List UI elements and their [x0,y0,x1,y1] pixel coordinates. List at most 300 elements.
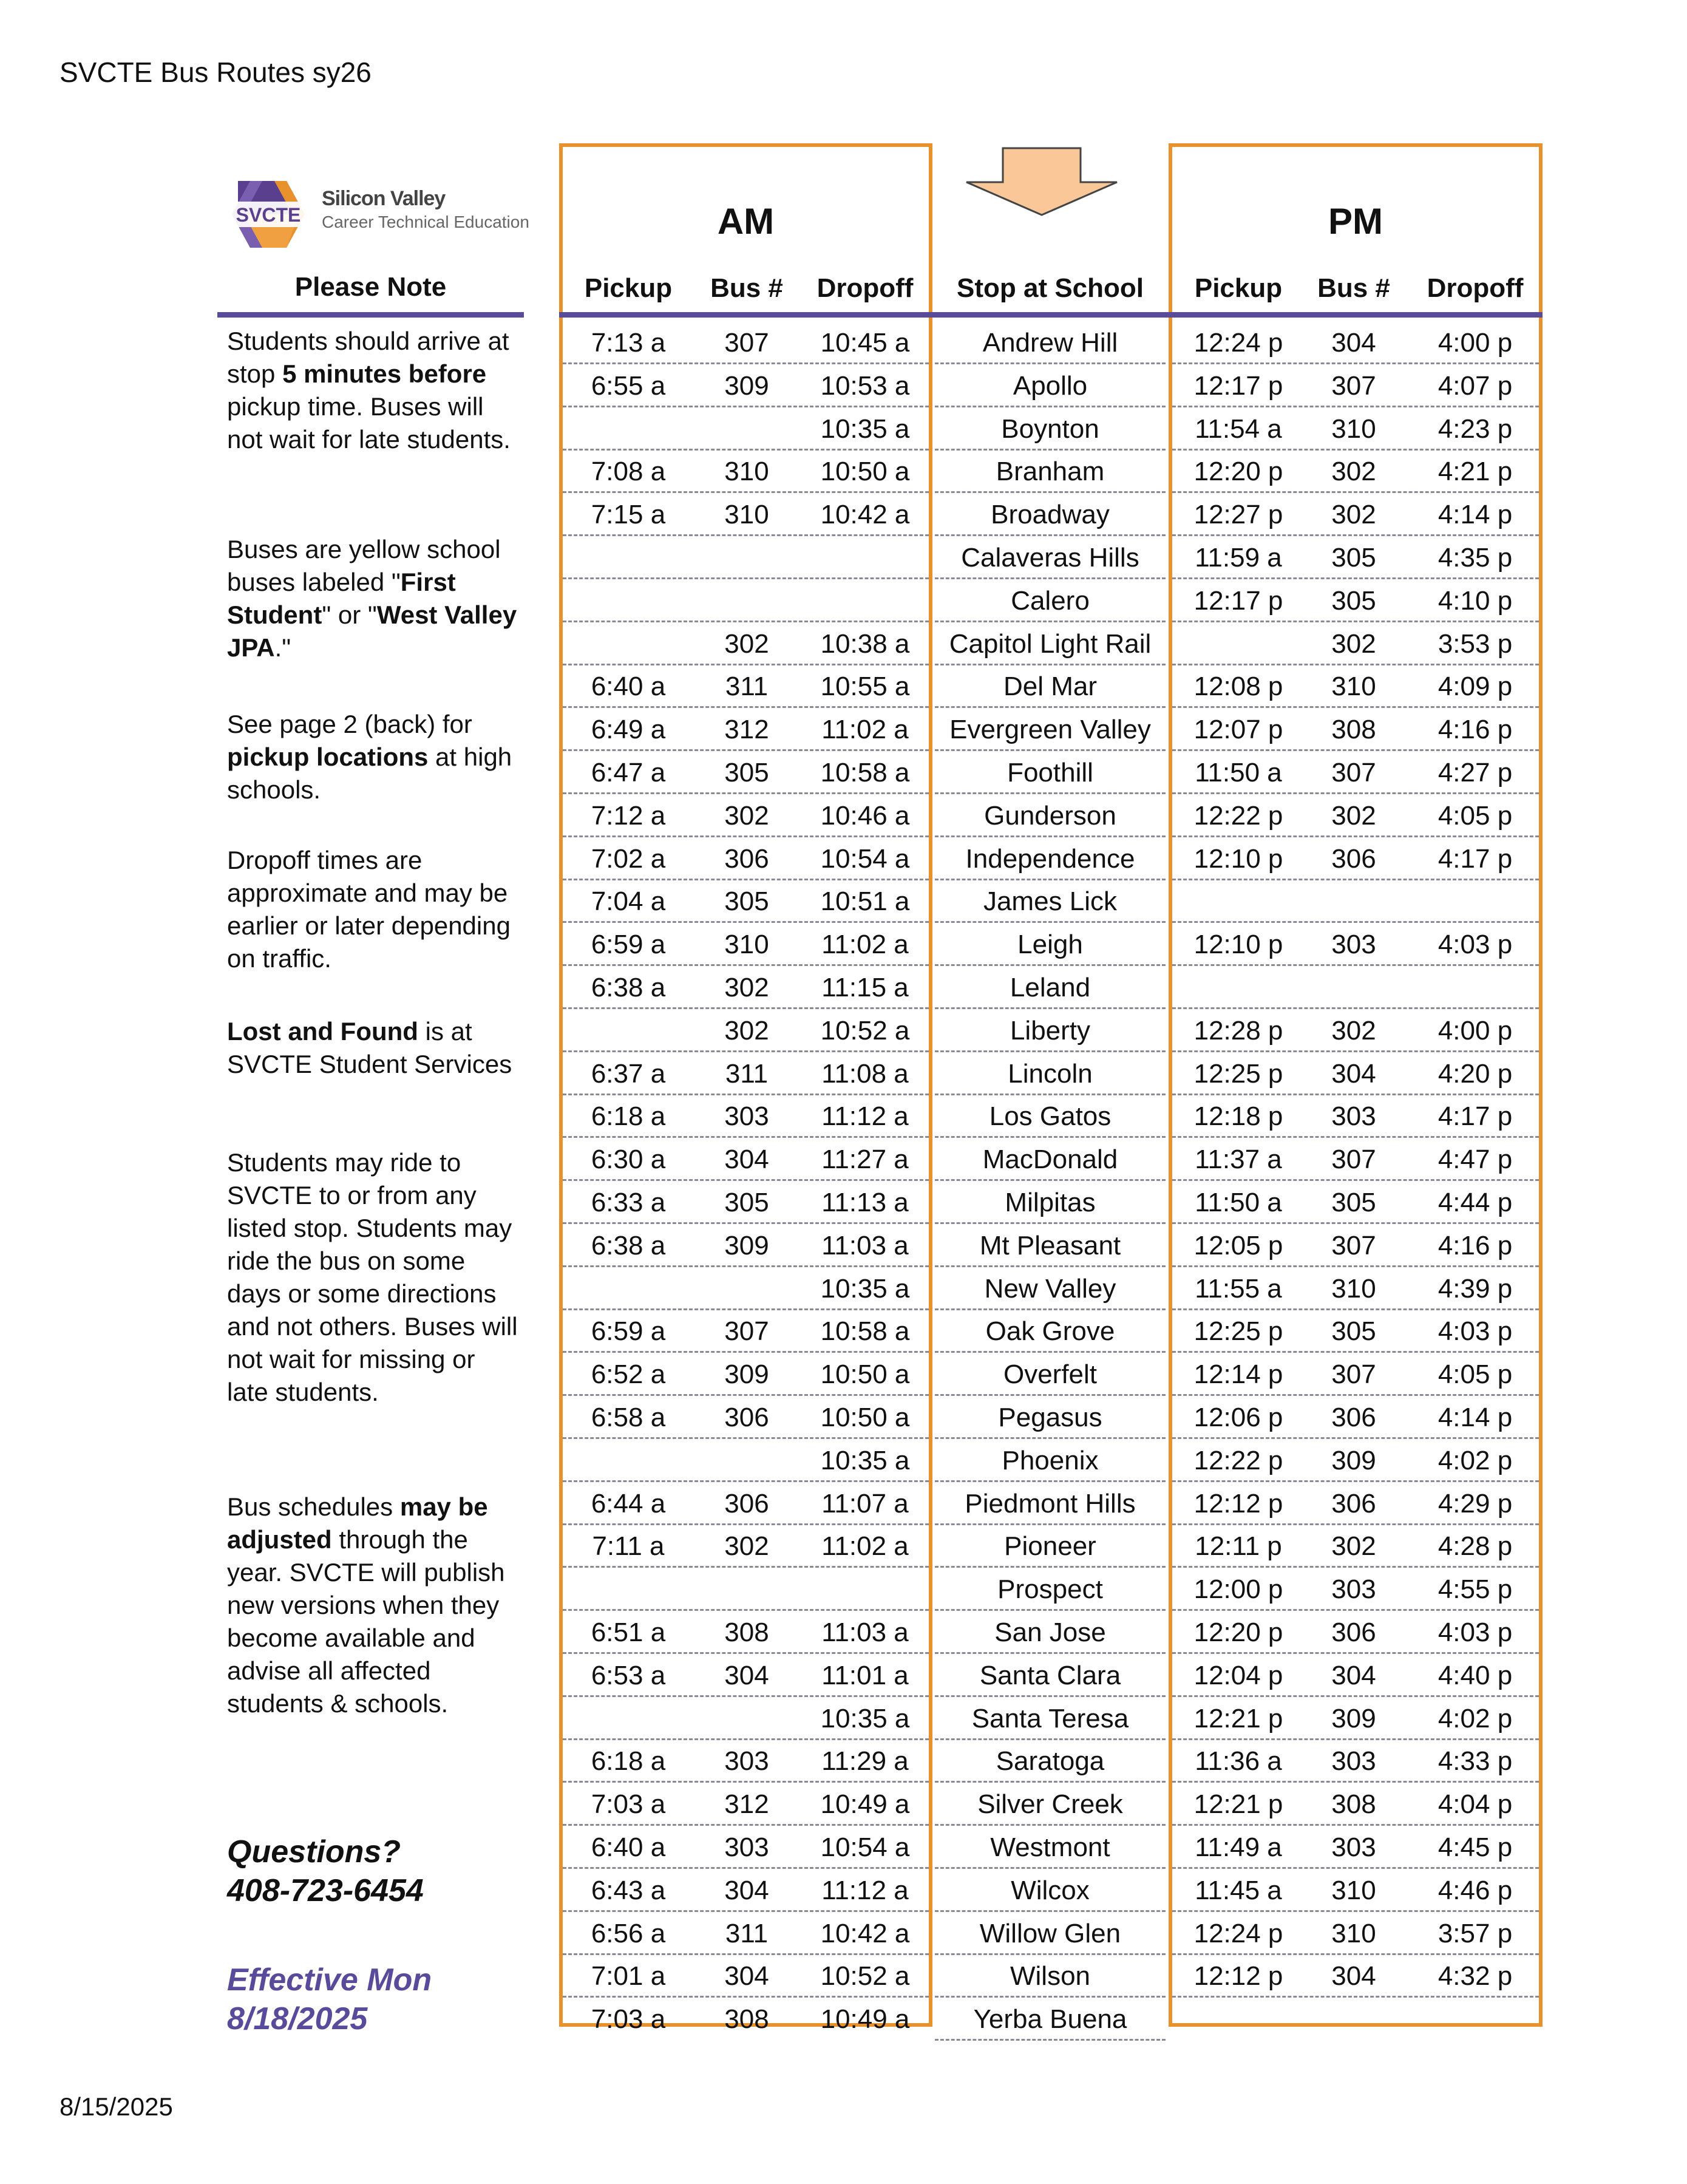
am-bus-cell [692,1568,801,1611]
pm-dropoff-cell [1411,967,1539,1009]
table-row [0,1783,1687,1826]
am-dropoff-cell: 10:51 a [820,886,910,917]
row-divider [563,449,929,451]
stop-name-cell: Pegasus [998,1403,1102,1432]
row-divider [1172,1351,1539,1353]
row-divider [935,2039,1166,2041]
am-pickup-cell: 6:47 a [591,758,666,788]
am-dropoff-cell: 11:15 a [821,973,909,1002]
pm-bus-cell [1299,967,1408,1009]
am-dropoff-cell: 11:29 a [821,1746,909,1777]
stop-name-cell: Willow Glen [979,1918,1121,1948]
am-bus-cell: 311 [725,672,769,702]
am-pickup-cell [571,537,686,579]
am-dropoff-cell: 11:03 a [821,1618,909,1647]
pm-dropoff-cell: 4:29 p [1438,1488,1513,1519]
effective-line-1: Effective Mon [227,1962,432,1998]
row-divider [935,1222,1166,1224]
row-divider [1172,664,1539,665]
row-divider [1172,749,1539,751]
stop-name-cell: Lincoln [1008,1058,1093,1089]
row-divider [1172,1609,1539,1611]
stop-name-cell: Capitol Light Rail [949,628,1152,659]
row-divider [935,1523,1166,1525]
pm-dropoff-cell: 4:03 p [1438,1618,1513,1647]
pm-dropoff-cell: 4:02 p [1438,1445,1513,1475]
row-divider [563,749,929,751]
pm-bus-cell: 310 [1331,672,1376,702]
row-divider [935,1781,1166,1783]
row-divider [935,1867,1166,1869]
pm-dropoff-cell: 4:02 p [1438,1703,1513,1733]
am-bus-cell: 303 [724,1832,769,1862]
row-divider [1172,1738,1539,1740]
pm-pickup-cell: 12:12 p [1193,1961,1283,1992]
row-divider [563,1738,929,1740]
am-pickup-cell: 7:03 a [591,2004,666,2035]
row-divider [935,1094,1166,1095]
am-dropoff-cell: 10:38 a [820,628,910,659]
pm-pickup-cell: 11:50 a [1195,758,1282,788]
row-divider [563,706,929,708]
pm-bus-cell: 306 [1331,1488,1376,1519]
table-row [0,1483,1687,1525]
am-pickup-cell: 7:15 a [591,500,666,530]
pm-pickup-cell: 11:59 a [1195,543,1282,573]
am-bus-cell: 307 [724,1316,769,1347]
pm-dropoff-cell: 4:09 p [1438,672,1513,702]
pm-dropoff-cell: 4:00 p [1438,1015,1513,1046]
table-row [0,1955,1687,1998]
pm-pickup-cell: 12:08 p [1193,672,1283,702]
col-stop-at-school: Stop at School [957,273,1144,303]
stop-name-cell: Prospect [997,1574,1103,1605]
table-row [0,365,1687,407]
am-bus-cell [692,408,801,451]
am-bus-cell: 310 [724,500,769,530]
am-dropoff-cell: 10:54 a [820,843,910,874]
am-pickup-cell: 6:30 a [591,1145,666,1175]
row-divider [1172,1996,1539,1998]
pm-bus-cell: 310 [1331,413,1376,444]
row-divider [1172,921,1539,923]
note-dropoff-times: Dropoff times are approximate and may be earlier or later depending on traffic. [227,846,511,973]
am-pickup-cell: 6:56 a [591,1918,666,1948]
pm-dropoff-cell: 4:46 p [1438,1875,1513,1905]
pm-bus-cell: 305 [1331,585,1376,616]
am-pickup-cell: 7:08 a [591,457,666,487]
pm-dropoff-cell: 4:33 p [1438,1746,1513,1777]
am-pickup-cell [571,580,686,622]
pm-pickup-cell: 12:24 p [1193,1918,1283,1948]
row-divider [935,879,1166,880]
pm-bus-cell: 305 [1331,543,1376,573]
row-divider [563,577,929,579]
row-divider [935,1953,1166,1955]
pm-pickup-cell: 12:27 p [1193,500,1283,530]
row-divider [935,1308,1166,1310]
row-divider [935,1394,1166,1396]
note-lost-and-found: Lost and Found is at SVCTE Student Services [227,1017,512,1078]
row-divider [1172,491,1539,493]
row-divider [563,1480,929,1482]
stop-name-cell: Liberty [1010,1015,1091,1046]
pm-pickup-cell: 12:07 p [1193,715,1283,745]
row-divider [935,1179,1166,1181]
am-dropoff-cell: 10:49 a [820,1789,910,1820]
pm-bus-cell: 305 [1331,1316,1376,1347]
stop-name-cell: Branham [996,457,1105,487]
row-divider [563,1394,929,1396]
row-divider [935,835,1166,837]
stop-name-cell: Calero [1011,585,1090,616]
table-row [0,665,1687,708]
col-am-dropoff: Dropoff [816,273,914,303]
am-pickup-cell: 6:37 a [591,1058,666,1089]
stop-name-cell: Overfelt [1003,1359,1098,1390]
pm-pickup-cell: 12:20 p [1193,457,1283,487]
am-title: AM [717,201,775,242]
row-divider [563,1007,929,1009]
note-riding-rules: Students may ride to SVCTE to or from any listed stop. Students may ride the bus on some days or some directions and not others. Buses will not wait for missing or late students. [227,1148,518,1406]
pm-dropoff-cell: 4:39 p [1438,1273,1513,1304]
am-dropoff-cell: 10:52 a [820,1015,910,1046]
am-dropoff-cell: 10:50 a [820,1359,910,1390]
pm-bus-cell: 310 [1331,1918,1376,1948]
table-row [0,1998,1687,2041]
row-divider [563,1523,929,1525]
pm-bus-cell: 302 [1331,1015,1376,1046]
stop-name-cell: Gunderson [984,800,1116,831]
am-bus-cell: 305 [724,1188,769,1217]
row-divider [563,792,929,794]
row-divider [935,1738,1166,1740]
am-bus-cell: 303 [724,1101,769,1132]
am-bus-cell: 310 [724,930,769,960]
pm-bus-cell: 304 [1331,1058,1376,1089]
stop-name-cell: Leland [1010,973,1091,1002]
am-bus-cell: 306 [724,1403,769,1432]
am-dropoff-cell: 10:50 a [820,1403,910,1432]
pm-bus-cell: 304 [1331,328,1376,358]
pm-pickup-cell: 12:10 p [1193,843,1283,874]
pm-dropoff-cell: 3:53 p [1438,628,1513,659]
row-divider [1172,621,1539,622]
row-divider [935,964,1166,966]
am-pickup-cell: 7:04 a [591,886,666,917]
table-row [0,1568,1687,1611]
am-dropoff-cell: 11:27 a [821,1145,909,1175]
am-bus-cell: 302 [724,1531,769,1562]
pm-dropoff-cell: 4:10 p [1438,585,1513,616]
pm-bus-cell: 302 [1331,500,1376,530]
pm-pickup-cell: 11:49 a [1195,1832,1282,1862]
stop-name-cell: Boynton [1001,413,1099,444]
note-pickup-locations: See page 2 (back) for pickup locations at high schools. [227,710,512,804]
pm-dropoff-cell: 4:16 p [1438,1230,1513,1260]
pm-dropoff-cell: 4:27 p [1438,758,1513,788]
stop-name-cell: Evergreen Valley [949,715,1151,745]
col-am-pickup: Pickup [584,273,673,303]
am-pickup-cell: 6:40 a [591,672,666,702]
pm-bus-cell: 307 [1331,370,1376,401]
row-divider [1172,1695,1539,1697]
pm-dropoff-cell: 4:03 p [1438,1316,1513,1347]
row-divider [935,491,1166,493]
note-schedule-changes: Bus schedules may be adjusted through the year. SVCTE will publish new versions when they become available and advise all affected students & schools. [227,1492,505,1718]
pm-dropoff-cell: 4:23 p [1438,413,1513,444]
am-pickup-cell: 6:18 a [591,1746,666,1777]
row-divider [935,1996,1166,1998]
notes-heading: Please Note [294,272,447,302]
col-pm-dropoff: Dropoff [1427,273,1524,303]
pm-pickup-cell: 11:54 a [1195,413,1282,444]
row-divider [563,1566,929,1568]
row-divider [1172,1824,1539,1826]
am-pickup-cell: 7:02 a [591,843,666,874]
pm-bus-cell: 306 [1331,1403,1376,1432]
pm-pickup-cell: 11:50 a [1195,1188,1282,1217]
row-divider [563,879,929,880]
row-divider [563,1910,929,1912]
pm-pickup-cell [1178,1998,1299,2041]
row-divider [563,1996,929,1998]
pm-bus-cell: 309 [1331,1445,1376,1475]
table-row [0,1396,1687,1439]
table-row [0,838,1687,880]
pm-pickup-cell: 12:21 p [1193,1789,1283,1820]
pm-bus-cell: 308 [1331,715,1376,745]
am-bus-cell: 302 [724,800,769,831]
stop-name-cell: James Lick [983,886,1118,917]
pm-dropoff-cell: 4:14 p [1438,1403,1513,1432]
pm-bus-cell: 302 [1331,1531,1376,1562]
row-divider [563,1437,929,1439]
am-dropoff-cell: 10:35 a [820,413,910,444]
pm-dropoff-cell: 4:05 p [1438,800,1513,831]
am-dropoff-cell: 10:53 a [820,370,910,401]
pm-bus-cell: 307 [1331,1145,1376,1175]
am-pickup-cell: 7:13 a [591,328,666,358]
pm-pickup-cell: 12:04 p [1193,1660,1283,1690]
row-divider [563,1609,929,1611]
am-dropoff-cell: 10:50 a [820,457,910,487]
row-divider [935,1652,1166,1654]
am-bus-cell: 307 [724,328,769,358]
am-pickup-cell: 7:03 a [591,1789,666,1820]
am-dropoff-cell: 10:35 a [820,1445,910,1475]
pm-dropoff-cell: 4:03 p [1438,930,1513,960]
pm-pickup-cell: 12:25 p [1193,1058,1283,1089]
table-row [0,1225,1687,1267]
row-divider [1172,1910,1539,1912]
stop-name-cell: Foothill [1007,758,1093,788]
table-row [0,408,1687,451]
am-bus-cell: 305 [724,886,769,917]
am-pickup-cell: 6:43 a [591,1875,666,1905]
stop-name-cell: Mt Pleasant [979,1230,1121,1260]
row-divider [1172,1136,1539,1138]
am-dropoff-cell [801,1568,929,1611]
table-row [0,1353,1687,1396]
am-bus-cell: 311 [725,1918,769,1948]
row-divider [1172,1394,1539,1396]
note-bus-type: Buses are yellow school buses labeled "First Student" or "West Valley JPA." [227,535,517,662]
pm-pickup-cell: 12:10 p [1193,930,1283,960]
pm-dropoff-cell: 4:07 p [1438,370,1513,401]
table-row [0,1138,1687,1181]
am-bus-cell: 303 [724,1746,769,1777]
row-divider [1172,406,1539,407]
pm-bus-cell [1299,880,1408,923]
row-divider [1172,835,1539,837]
logo-line-2: Career Technical Education [322,213,529,231]
table-row [0,1310,1687,1353]
row-divider [1172,792,1539,794]
footer-date: 8/15/2025 [59,2092,173,2121]
pm-pickup-cell: 12:00 p [1193,1574,1283,1605]
row-divider [563,921,929,923]
am-dropoff-cell: 10:58 a [820,758,910,788]
table-row [0,1010,1687,1052]
stop-name-cell: Wilcox [1011,1875,1090,1905]
table-row [0,1268,1687,1310]
stop-name-cell: MacDonald [982,1145,1118,1175]
stop-name-cell: Piedmont Hills [965,1488,1136,1519]
effective-line-2: 8/18/2025 [227,2001,368,2036]
am-pickup-cell [571,623,686,665]
stop-name-cell: Wilson [1010,1961,1091,1992]
row-divider [935,921,1166,923]
am-dropoff-cell: 10:42 a [820,1918,910,1948]
row-divider [935,449,1166,451]
pm-bus-cell: 303 [1331,930,1376,960]
row-divider [563,1652,929,1654]
row-divider [1172,1094,1539,1095]
row-divider [1172,1953,1539,1955]
am-dropoff-cell: 11:02 a [821,1531,909,1562]
row-divider [563,1094,929,1095]
table-row [0,880,1687,923]
pm-dropoff-cell: 4:28 p [1438,1531,1513,1562]
am-pickup-cell [571,1698,686,1740]
pm-bus-cell: 307 [1331,1359,1376,1390]
row-divider [563,1136,929,1138]
row-divider [1172,1867,1539,1869]
am-pickup-cell: 6:58 a [591,1403,666,1432]
row-divider [935,1609,1166,1611]
pm-dropoff-cell: 4:05 p [1438,1359,1513,1390]
pm-pickup-cell: 11:55 a [1195,1273,1282,1304]
am-dropoff-cell: 11:02 a [821,930,909,960]
row-divider [935,1136,1166,1138]
logo-line-1: Silicon Valley [322,187,446,210]
pm-dropoff-cell: 4:16 p [1438,715,1513,745]
stop-name-cell: Santa Teresa [971,1703,1129,1733]
page-header-title: SVCTE Bus Routes sy26 [59,56,372,88]
row-divider [935,1007,1166,1009]
row-divider [1172,362,1539,364]
row-divider [563,406,929,407]
row-divider [1172,1222,1539,1224]
am-dropoff-cell: 11:12 a [821,1875,909,1905]
row-divider [563,664,929,665]
row-divider [563,1824,929,1826]
pm-bus-cell: 308 [1331,1789,1376,1820]
questions-label: Questions? [227,1834,401,1869]
am-dropoff-cell: 10:46 a [820,800,910,831]
am-bus-cell: 304 [724,1961,769,1992]
table-row [0,1440,1687,1482]
table-row [0,451,1687,493]
row-divider [563,1781,929,1783]
row-divider [935,1566,1166,1568]
am-pickup-cell [571,1010,686,1052]
am-bus-cell: 308 [724,2004,769,2035]
stop-name-cell: Santa Clara [979,1660,1121,1690]
table-row [0,1525,1687,1568]
am-dropoff-cell: 11:02 a [821,715,909,745]
pm-bus-cell: 303 [1331,1574,1376,1605]
row-divider [935,1480,1166,1482]
row-divider [935,749,1166,751]
am-bus-cell: 305 [724,758,769,788]
pm-dropoff-cell: 4:20 p [1438,1058,1513,1089]
am-pickup-cell: 6:52 a [591,1359,666,1390]
pm-bus-cell: 303 [1331,1746,1376,1777]
pm-pickup-cell: 12:22 p [1193,1445,1283,1475]
am-pickup-cell: 6:38 a [591,973,666,1002]
pm-bus-cell: 302 [1331,800,1376,831]
row-divider [563,1867,929,1869]
am-bus-cell: 309 [724,1359,769,1390]
pm-pickup-cell: 12:28 p [1193,1015,1283,1046]
am-dropoff-cell: 10:42 a [820,500,910,530]
pm-bus-cell: 310 [1331,1273,1376,1304]
pm-dropoff-cell: 4:55 p [1438,1574,1513,1605]
am-dropoff-cell: 11:08 a [821,1058,909,1089]
row-divider [1172,449,1539,451]
stop-name-cell: Broadway [991,500,1110,530]
pm-pickup-cell [1178,880,1299,923]
row-divider [563,1265,929,1267]
pm-dropoff-cell [1411,880,1539,923]
am-bus-cell: 304 [724,1660,769,1690]
row-divider [935,706,1166,708]
row-divider [935,792,1166,794]
am-dropoff-cell: 11:03 a [821,1230,909,1260]
row-divider [935,1351,1166,1353]
row-divider [1172,1566,1539,1568]
am-pickup-cell [571,1268,686,1310]
row-divider [563,835,929,837]
am-pickup-cell: 6:18 a [591,1101,666,1132]
table-row [0,1869,1687,1912]
table-row [0,1826,1687,1869]
am-pickup-cell: 6:59 a [591,1316,666,1347]
table-row [0,795,1687,837]
am-pickup-cell: 6:59 a [591,930,666,960]
row-divider [563,534,929,536]
pm-dropoff-cell: 4:14 p [1438,500,1513,530]
row-divider [935,1265,1166,1267]
stop-name-cell: Pioneer [1004,1531,1096,1562]
row-divider [563,362,929,364]
stop-name-cell: Del Mar [1003,672,1098,702]
row-divider [935,362,1166,364]
pm-dropoff-cell: 4:32 p [1438,1961,1513,1992]
row-divider [1172,964,1539,966]
